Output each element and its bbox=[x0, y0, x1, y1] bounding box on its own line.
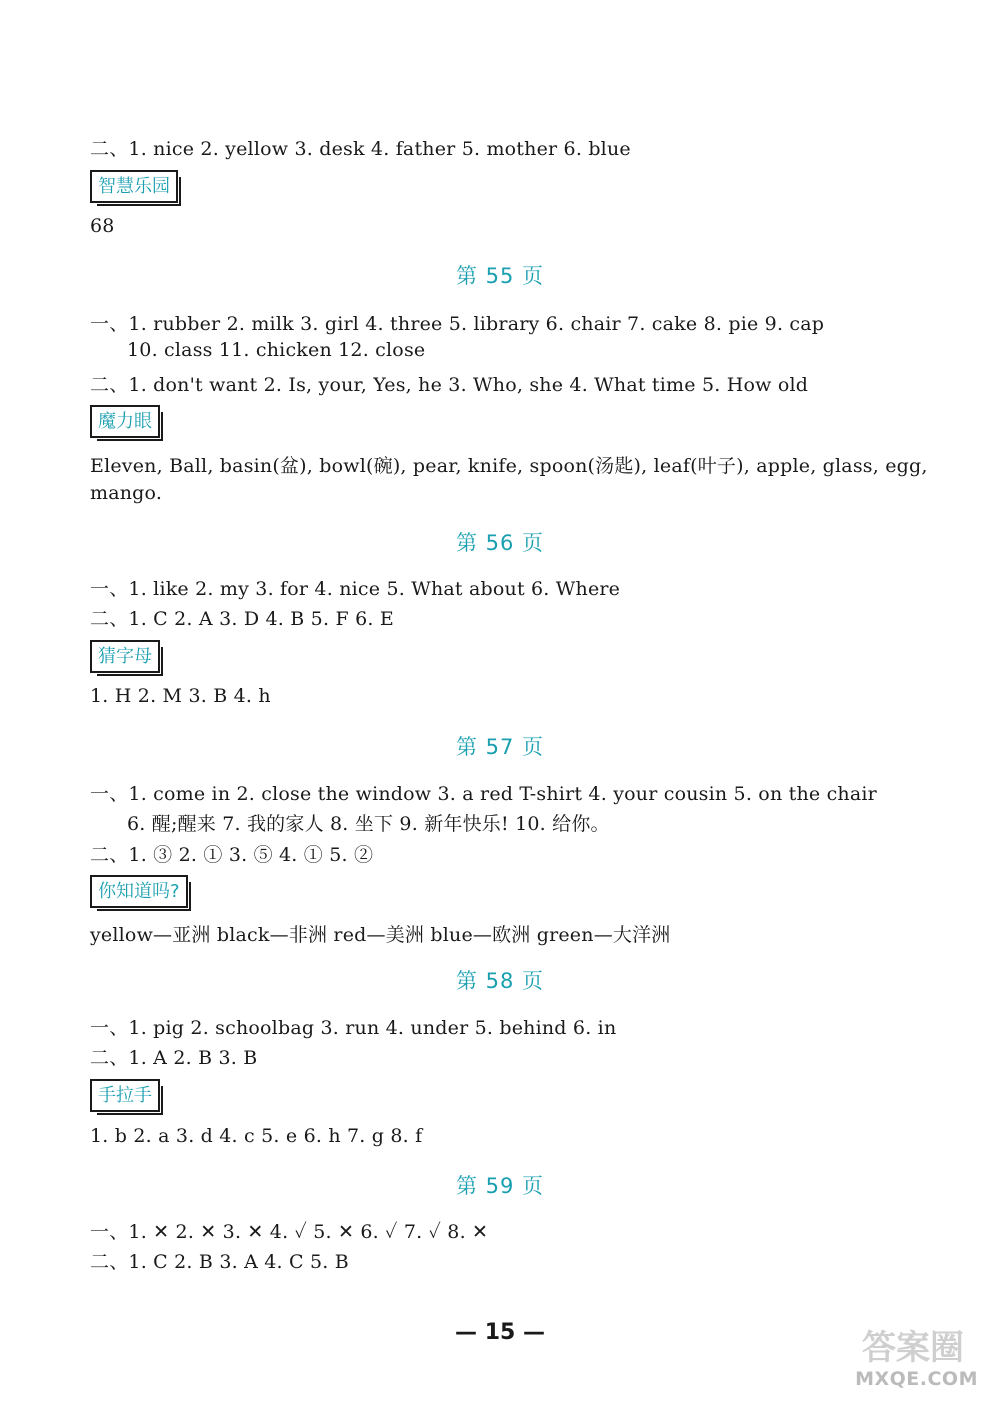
page-heading: 第 56 页 bbox=[455, 531, 545, 555]
section-label: 手拉手 bbox=[90, 1079, 160, 1112]
answer-line: 二、1. C 2. A 3. D 4. B 5. F 6. E bbox=[90, 608, 394, 630]
answer-line: 一、1. come in 2. close the window 3. a red T-shirt 4. your cousin 5. on the chair bbox=[90, 783, 877, 805]
watermark-site: MXQE.COM bbox=[855, 1368, 978, 1390]
section-label: 猜字母 bbox=[90, 640, 160, 673]
answer-line: 1. H 2. M 3. B 4. h bbox=[90, 685, 271, 707]
page-number: — 15 — bbox=[455, 1320, 545, 1345]
answer-line: 一、1. rubber 2. milk 3. girl 4. three 5. library 6. chair 7. cake 8. pie 9. cap bbox=[90, 313, 825, 335]
section-label: 你知道吗? bbox=[90, 875, 188, 908]
section-label: 魔力眼 bbox=[90, 405, 160, 438]
answer-line: 6. 醒;醒来 7. 我的家人 8. 坐下 9. 新年快乐! 10. 给你。 bbox=[127, 813, 610, 835]
answer-line: 二、1. ③ 2. ① 3. ⑤ 4. ① 5. ② bbox=[90, 844, 374, 866]
section-label: 智慧乐园 bbox=[90, 170, 178, 203]
answer-line: 1. b 2. a 3. d 4. c 5. e 6. h 7. g 8. f bbox=[90, 1125, 423, 1147]
page-heading: 第 57 页 bbox=[455, 735, 545, 759]
answer-line: 一、1. like 2. my 3. for 4. nice 5. What about 6. Where bbox=[90, 578, 621, 600]
answer-line: 二、1. A 2. B 3. B bbox=[90, 1047, 258, 1069]
answer-line: 二、1. nice 2. yellow 3. desk 4. father 5. mother 6. blue bbox=[90, 138, 631, 160]
page-heading: 第 58 页 bbox=[455, 969, 545, 993]
answer-line: mango. bbox=[90, 482, 163, 504]
answer-line: 二、1. C 2. B 3. A 4. C 5. B bbox=[90, 1251, 349, 1273]
answer-line: Eleven, Ball, basin(盆), bowl(碗), pear, knife, spoon(汤匙), leaf(叶子), apple, glass, egg, bbox=[90, 455, 928, 477]
answer-line: 一、1. ✕ 2. ✕ 3. ✕ 4. ✓ 5. ✕ 6. ✓ 7. ✓ 8. ✕ bbox=[90, 1221, 489, 1243]
answer-line: 10. class 11. chicken 12. close bbox=[127, 339, 426, 361]
watermark bbox=[828, 1320, 978, 1390]
page-heading: 第 59 页 bbox=[455, 1174, 545, 1198]
watermark-logo: 答案圈 bbox=[862, 1328, 964, 1368]
page-heading: 第 55 页 bbox=[455, 264, 545, 288]
answer-line: 二、1. don't want 2. Is, your, Yes, he 3. Who, she 4. What time 5. How old bbox=[90, 374, 809, 396]
answer-line: yellow—亚洲 black—非洲 red—美洲 blue—欧洲 green—大洋洲 bbox=[90, 924, 671, 946]
answer-line: 一、1. pig 2. schoolbag 3. run 4. under 5. behind 6. in bbox=[90, 1017, 617, 1039]
answer-line: 68 bbox=[90, 215, 115, 237]
